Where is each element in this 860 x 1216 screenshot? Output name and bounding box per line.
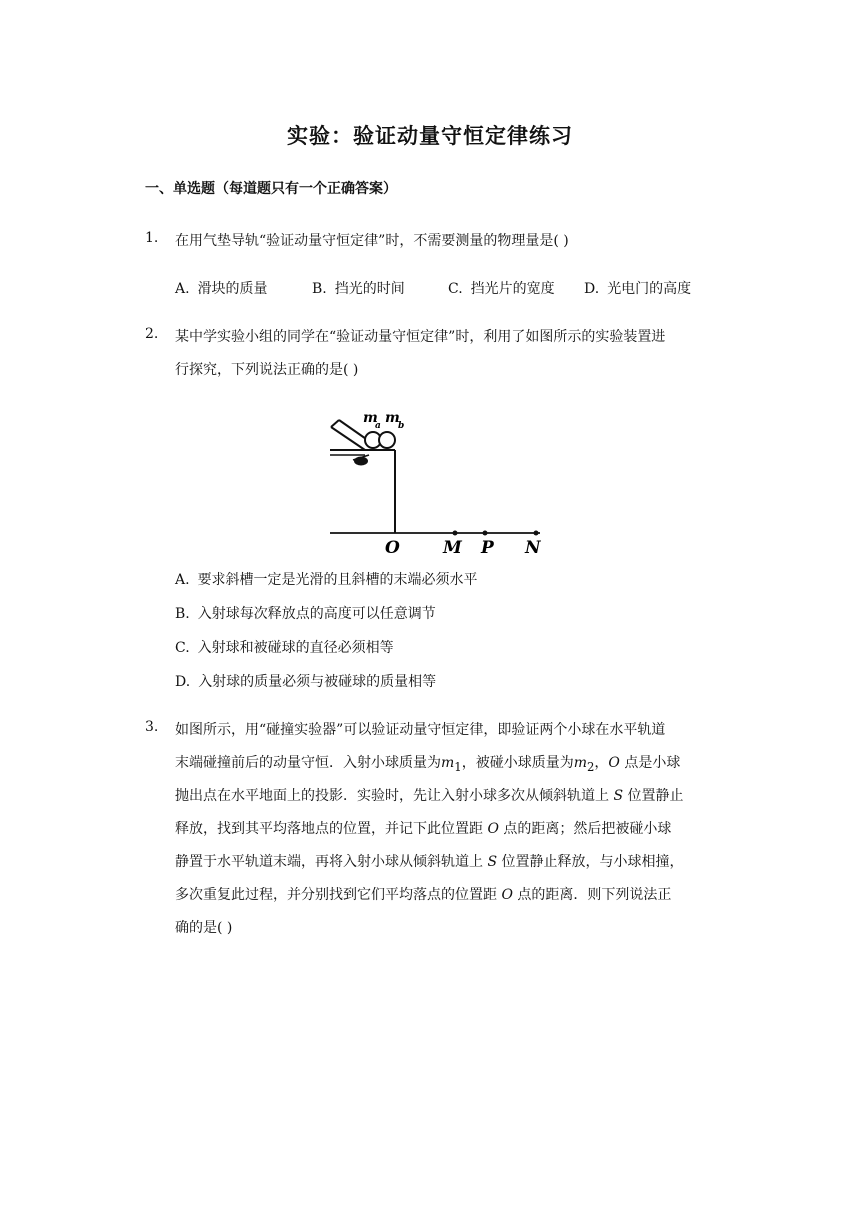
question-3-number: 3. — [145, 719, 159, 735]
page-title: 实验：验证动量守恒定律练习 — [287, 124, 573, 148]
q3-l6b: 点的距离．则下列说法正 — [512, 887, 672, 903]
q3-l2a: 末端碰撞前后的动量守恒．入射小球质量为 — [175, 755, 441, 771]
mass-b-subscript: b — [398, 421, 405, 431]
o-symbol: O — [501, 887, 513, 903]
question-3-line-1: 如图所示，用“碰撞实验器”可以验证动量守恒定律，即验证两个小球在水平轨道 — [175, 722, 666, 738]
m2-subscript: 2 — [586, 759, 595, 774]
s-symbol: S — [613, 788, 624, 804]
question-2-line-2: 行探究，下列说法正确的是( ) — [175, 362, 359, 378]
m1-subscript: 1 — [454, 759, 462, 774]
target-ball — [379, 432, 395, 448]
q1-option-d-text: 光电门的高度 — [607, 281, 692, 297]
q2-option-b-label: B. — [175, 606, 190, 622]
q2-option-d-text: 入射球的质量必须与被碰球的质量相等 — [198, 674, 437, 690]
question-2-number: 2. — [145, 326, 159, 342]
s-symbol: S — [487, 854, 498, 870]
q1-option-b-label: B. — [312, 281, 327, 297]
q2-option-c-text: 入射球和被碰球的直径必须相等 — [197, 640, 394, 656]
o-symbol: O — [608, 755, 620, 771]
q3-l5b: 位置静止释放，与小球相撞， — [497, 854, 684, 870]
question-3-line-6 — [175, 884, 671, 904]
m1-symbol: m — [441, 755, 455, 771]
q3-l2d: 点是小球 — [619, 755, 681, 771]
q1-option-c-text: 挡光片的宽度 — [470, 281, 555, 297]
question-2-line-1: 某中学实验小组的同学在“验证动量守恒定律”时，利用了如图所示的实验装置进 — [175, 329, 666, 345]
q2-option-c-label: C. — [175, 640, 190, 656]
q1-option-d-label: D. — [584, 281, 600, 297]
mass-b-label: m — [385, 410, 400, 426]
q2-option-c — [175, 637, 394, 657]
q1-option-b — [312, 278, 405, 298]
mass-a-subscript: a — [375, 421, 381, 431]
q1-option-c-label: C. — [448, 281, 463, 297]
q1-option-d — [584, 278, 691, 298]
point-n-dot — [534, 531, 539, 536]
mass-a-label: m — [363, 410, 378, 426]
q2-option-b-text: 入射球每次释放点的高度可以任意调节 — [197, 606, 436, 622]
q3-l2c: ， — [594, 755, 609, 771]
collision-apparatus-figure — [325, 405, 545, 560]
question-1-number: 1. — [145, 230, 159, 246]
question-3-line-2 — [175, 752, 680, 774]
point-p-dot — [483, 531, 488, 536]
q3-l4b: 点的距离；然后把被碰小球 — [498, 821, 672, 837]
q2-option-a-label: A. — [175, 572, 190, 588]
q2-option-a-text: 要求斜槽一定是光滑的且斜槽的末端必须水平 — [197, 572, 478, 588]
question-3-line-4 — [175, 818, 671, 838]
q3-l2b: ，被碰小球质量为 — [461, 755, 574, 771]
q1-option-a-label: A. — [175, 281, 190, 297]
q2-option-d-label: D. — [175, 674, 191, 690]
question-1-text: 在用气垫导轨“验证动量守恒定律”时，不需要测量的物理量是( ) — [175, 233, 569, 249]
q1-option-c — [448, 278, 555, 298]
question-3-line-3 — [175, 785, 684, 805]
question-3-line-5 — [175, 851, 684, 871]
question-3-line-7: 确的是( ) — [175, 920, 233, 936]
point-n-label: N — [525, 538, 541, 558]
point-m-label: M — [443, 538, 462, 558]
point-o-label: O — [385, 538, 400, 558]
q1-option-a-text: 滑块的质量 — [197, 281, 268, 297]
q1-option-b-text: 挡光的时间 — [334, 281, 405, 297]
chute-incline-upper — [331, 427, 365, 450]
q3-l5: 静置于水平轨道末端，再将入射小球从倾斜轨道上 — [175, 854, 488, 870]
q3-l3b: 位置静止 — [623, 788, 684, 804]
q2-option-b — [175, 603, 436, 623]
q3-l6a: 多次重复此过程，并分别找到它们平均落点的位置距 — [175, 887, 502, 903]
o-symbol: O — [487, 821, 499, 837]
point-p-label: P — [481, 538, 494, 558]
q2-option-d — [175, 671, 436, 691]
chute-top-cap — [331, 420, 339, 427]
section-heading: 一、单选题（每道题只有一个正确答案） — [145, 181, 397, 197]
point-m-dot — [453, 531, 458, 536]
q3-l3a: 抛出点在水平地面上的投影．实验时，先让入射小球多次从倾斜轨道上 — [175, 788, 614, 804]
q3-l4a: 释放，找到其平均落地点的位置，并记下此位置距 — [175, 821, 488, 837]
q2-option-a — [175, 569, 478, 589]
m2-symbol: m — [573, 755, 587, 771]
q1-option-a — [175, 278, 268, 298]
